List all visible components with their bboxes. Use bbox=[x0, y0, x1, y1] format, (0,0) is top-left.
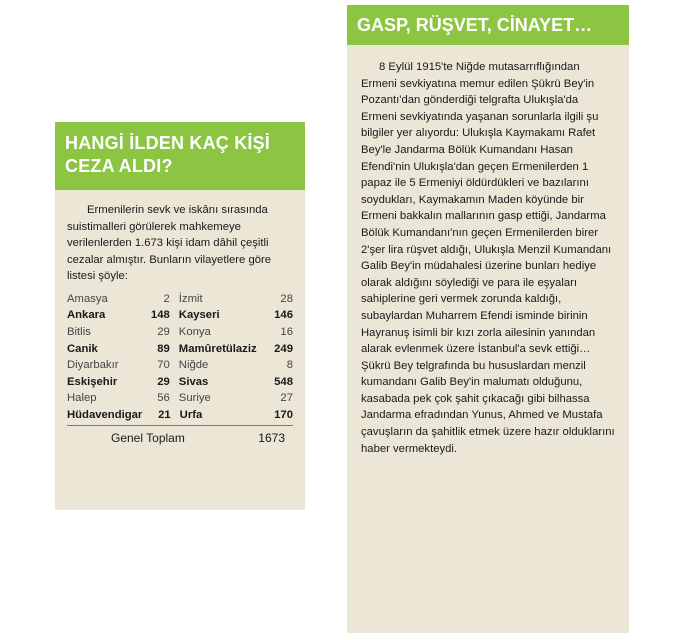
province-name: Eskişehir bbox=[67, 375, 118, 388]
province-count: 29 bbox=[157, 375, 170, 388]
province-table bbox=[67, 291, 293, 424]
total-value: 1673 bbox=[258, 431, 285, 446]
province-count: 21 bbox=[158, 408, 171, 421]
table-row bbox=[67, 291, 293, 308]
province-count: 89 bbox=[157, 342, 170, 355]
province-name: Niğde bbox=[178, 359, 209, 372]
table-row bbox=[67, 373, 293, 390]
total-row bbox=[67, 431, 293, 445]
table-row bbox=[67, 324, 293, 341]
province-name: Urfa bbox=[179, 408, 203, 421]
province-count: 27 bbox=[280, 392, 293, 405]
province-name: Halep bbox=[67, 392, 97, 405]
province-count: 548 bbox=[274, 375, 293, 388]
province-name: Bitlis bbox=[67, 325, 91, 338]
table-row bbox=[67, 390, 293, 407]
total-label: Genel Toplam bbox=[111, 431, 185, 446]
province-name: Konya bbox=[178, 325, 211, 338]
province-count: 148 bbox=[150, 309, 170, 322]
province-count: 8 bbox=[286, 359, 293, 372]
province-count: 29 bbox=[157, 325, 170, 338]
province-name: Ankara bbox=[67, 309, 106, 322]
table-row bbox=[67, 340, 293, 357]
province-count: 249 bbox=[274, 342, 293, 355]
province-name: Hüdavendigar bbox=[67, 408, 143, 421]
province-count: 146 bbox=[274, 309, 293, 322]
table-row bbox=[67, 407, 293, 424]
punishment-stats-box bbox=[55, 122, 305, 510]
province-name: Suriye bbox=[178, 392, 211, 405]
stats-title-line1: HANGİ İLDEN KAÇ KİŞİ bbox=[65, 133, 271, 153]
province-name: Sivas bbox=[178, 375, 209, 388]
story-body: 8 Eylül 1915'te Niğde mutasarrıflığından Ermeni sevkiyatına memur edilen Şükrü Bey'in Pozantı'dan gönderdiği telgrafta Ulukışla'da Ermeni sevkiyatında yaşanan sorunlarla ilgili şu bilgiler yer alıyordu: Ulukışla Kaymakamı Rafet Bey'le Jandarma Bölük Kumandanı Hasan Efendi'nin Ulukışla'dan geçen Ermenilerden 1 papaz ile 5 Ermeniyi öldürdükleri ve bazılarını soydukları, Kaymakamın Maden köyünde bir Ermeni bakkalın mallarının gasp ettiği, Jandarma Bölük Kumandanı'nın geçen Ermenilerden birer 2'şer lira rüşvet aldığı, Ulukışla Menzil Kumandanı Galib Bey'in müdahalesi üzerine bunları hediye olarak aldığını söylediği ve para ile eşyaları sahiplerine geri vermek zorunda kaldığı, subaylardan Muharrem Efendi isminde birinin Hayranuş isimli bir kızı zorla ailesinin yanından alarak evlenmek üzere İstanbul'a sevk ettiği… Şükrü Bey telgrafında bu hususlardan menzil kumandanı Galib Bey'in malumatı olduğunu, kasabada pek çok şahit çıkacağı gibi bilhassa Jandarma efradından Yunus, Ahmed ve Mustafa çavuşların da şahitlik etmek üzere hazır olduklarını haber vermekteydi. bbox=[361, 61, 615, 455]
telegram-story-box bbox=[347, 5, 629, 633]
province-count: 170 bbox=[274, 408, 293, 421]
province-count: 2 bbox=[163, 292, 170, 305]
province-count: 70 bbox=[157, 359, 170, 372]
stats-box-header bbox=[55, 122, 305, 190]
story-title: GASP, RÜŞVET, CİNAYET… bbox=[357, 15, 593, 35]
province-count: 56 bbox=[157, 392, 170, 405]
province-name: Amasya bbox=[67, 292, 108, 305]
province-name: Kayseri bbox=[178, 309, 220, 322]
province-name: Canik bbox=[67, 342, 98, 355]
province-count: 16 bbox=[280, 325, 293, 338]
stats-intro: Ermenilerin sevk ve iskânı sırasında suistimalleri görülerek mahkemeye verilenlerden 1.673 kişi idam dâhil çeşitli cezalar almıştır. Bunların vilayetlere göre listesi şöyle: bbox=[67, 204, 272, 282]
province-name: Diyarbakır bbox=[67, 359, 119, 372]
table-row bbox=[67, 307, 293, 324]
table-row bbox=[67, 357, 293, 374]
total-divider bbox=[67, 425, 293, 426]
stats-title-line2: CEZA ALDI? bbox=[65, 156, 173, 176]
province-name: İzmit bbox=[178, 292, 203, 305]
province-name: Mamûretülaziz bbox=[178, 342, 257, 355]
story-box-header bbox=[347, 5, 629, 45]
province-count: 28 bbox=[280, 292, 293, 305]
